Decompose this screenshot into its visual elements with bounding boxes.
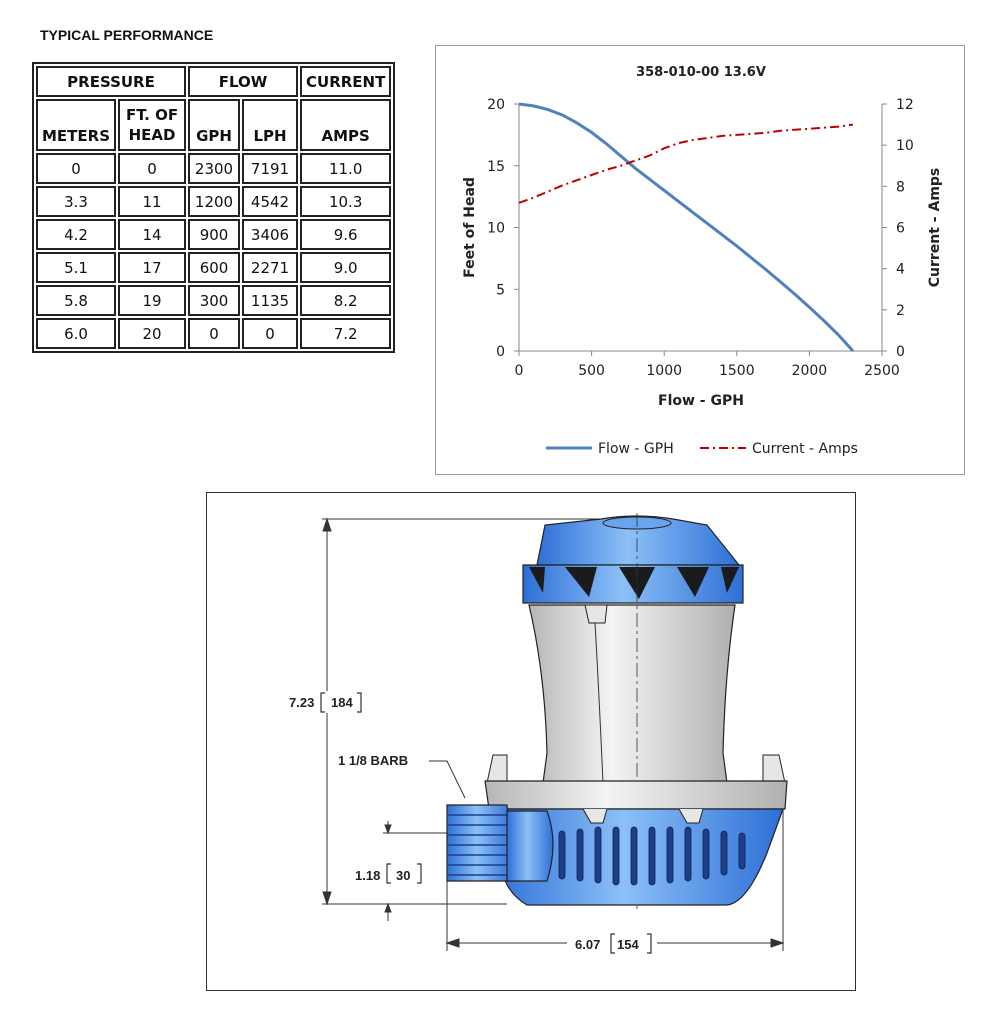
cell-meters: 3.3: [36, 186, 116, 217]
outlet-dimension: [383, 821, 457, 921]
y2-tick-label: 2: [896, 302, 905, 319]
cell-gph: 2300: [188, 153, 240, 184]
cell-lph: 1135: [242, 285, 298, 316]
header-pressure: PRESSURE: [36, 66, 186, 97]
cell-meters: 5.8: [36, 285, 116, 316]
table-row: [36, 285, 391, 316]
table-row: [36, 318, 391, 349]
y-axis-label: Feet of Head: [462, 177, 478, 278]
pump-drawing-svg: [207, 493, 857, 992]
y-tick-label: 5: [496, 282, 505, 299]
performance-table: [32, 62, 395, 353]
cell-ft-of-head: 0: [118, 153, 186, 184]
width-metric: 154: [617, 937, 639, 952]
pump-dimension-drawing: [206, 492, 856, 991]
x-tick-label: 0: [514, 363, 524, 379]
y2-tick-label: 4: [896, 261, 905, 278]
y2-axis-label: Current - Amps: [927, 167, 943, 288]
cell-amps: 9.0: [300, 252, 391, 283]
pump-illustration: [447, 513, 787, 913]
y2-tick-label: 12: [896, 97, 914, 113]
cell-lph: 7191: [242, 153, 298, 184]
y-tick-label: 10: [487, 220, 505, 237]
barb-label: 1 1/8 BARB: [338, 753, 409, 768]
subheader-ft-of-head: FT. OF HEAD: [118, 99, 186, 151]
y-tick-label: 15: [487, 158, 505, 175]
cell-ft-of-head: 14: [118, 219, 186, 250]
subheader-gph: GPH: [188, 99, 240, 151]
x-axis-label: Flow - GPH: [658, 393, 744, 409]
legend-label-current: Current - Amps: [752, 441, 858, 457]
x-tick-label: 2500: [864, 363, 900, 379]
width-label: 6.07: [575, 937, 601, 952]
series-line-current: [519, 125, 853, 203]
cell-gph: 0: [188, 318, 240, 349]
cell-lph: 4542: [242, 186, 298, 217]
cell-gph: 900: [188, 219, 240, 250]
cell-amps: 11.0: [300, 153, 391, 184]
y-tick-label: 20: [487, 97, 505, 113]
performance-chart: [435, 45, 965, 475]
chart-svg: [436, 46, 966, 476]
cell-meters: 6.0: [36, 318, 116, 349]
table-row: [36, 186, 391, 217]
cell-amps: 9.6: [300, 219, 391, 250]
cell-amps: 10.3: [300, 186, 391, 217]
cell-amps: 8.2: [300, 285, 391, 316]
y2-tick-label: 6: [896, 220, 905, 237]
cell-ft-of-head: 17: [118, 252, 186, 283]
cell-ft-of-head: 20: [118, 318, 186, 349]
legend-label-flow: Flow - GPH: [598, 441, 674, 457]
x-tick-label: 500: [578, 363, 605, 379]
cell-lph: 0: [242, 318, 298, 349]
chart-title: 358-010-00 13.6V: [636, 65, 766, 80]
height-label: 7.23: [289, 695, 315, 710]
header-current: CURRENT: [300, 66, 391, 97]
cell-meters: 0: [36, 153, 116, 184]
subheader-meters: METERS: [36, 99, 116, 151]
cell-ft-of-head: 11: [118, 186, 186, 217]
subheader-lph: LPH: [242, 99, 298, 151]
cell-meters: 4.2: [36, 219, 116, 250]
page-heading: TYPICAL PERFORMANCE: [40, 27, 214, 43]
x-tick-label: 1500: [718, 363, 755, 379]
outlet-metric: 30: [396, 868, 411, 883]
cell-lph: 2271: [242, 252, 298, 283]
table-row: [36, 252, 391, 283]
x-tick-label: 2000: [791, 363, 828, 379]
subheader-amps: AMPS: [300, 99, 391, 151]
y-tick-label: 0: [496, 344, 505, 360]
height-metric: 184: [331, 695, 353, 710]
cell-meters: 5.1: [36, 252, 116, 283]
header-flow: FLOW: [188, 66, 298, 97]
outlet-label: 1.18: [355, 868, 381, 883]
table-row: [36, 219, 391, 250]
cell-lph: 3406: [242, 219, 298, 250]
cell-gph: 1200: [188, 186, 240, 217]
y2-tick-label: 8: [896, 179, 905, 196]
y2-tick-label: 10: [896, 138, 914, 155]
cell-gph: 300: [188, 285, 240, 316]
cell-gph: 600: [188, 252, 240, 283]
table-row: [36, 153, 391, 184]
y2-tick-label: 0: [896, 344, 905, 360]
cell-ft-of-head: 19: [118, 285, 186, 316]
x-tick-label: 1000: [646, 363, 683, 379]
cell-amps: 7.2: [300, 318, 391, 349]
